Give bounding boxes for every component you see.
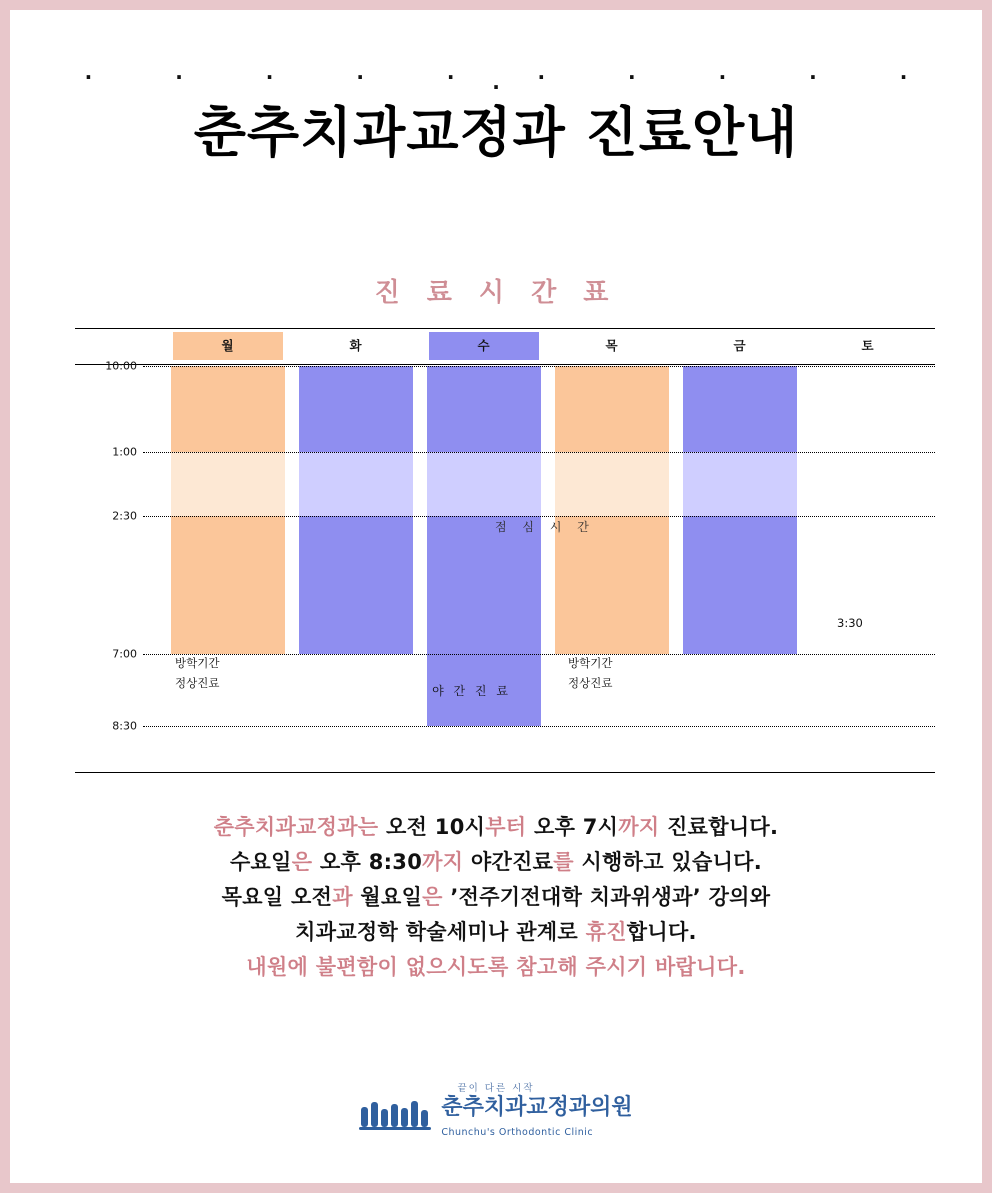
- notice-segment: 를: [553, 850, 574, 874]
- notice-segment: 수요일: [229, 850, 292, 874]
- saturday-end-label: 3:30: [837, 616, 863, 630]
- gridline-2:30: [143, 516, 935, 517]
- clinic-logo-icon: [359, 1099, 433, 1137]
- chart-rule-top: [75, 328, 935, 329]
- monday-note-line2: 정상진료: [175, 676, 220, 690]
- notice-segment: 휴진: [578, 920, 627, 944]
- day-header-3: [557, 332, 667, 360]
- tick-label-10:00: 10:00: [105, 359, 137, 373]
- notice-segment: 내원에 불편함이 없으시도록 참고해 주시기 바랍니다.: [246, 955, 746, 979]
- gridline-1:00: [143, 452, 935, 453]
- chart-title: 진 료 시 간 표: [374, 278, 618, 308]
- notice-segment: 시행하고 있습니다.: [573, 850, 763, 874]
- gridline-10:00: [143, 366, 935, 367]
- day-header-pill: 화: [349, 338, 363, 353]
- notice-line-4: [20, 950, 972, 985]
- lunch-band-목: [555, 452, 669, 516]
- title-dot-row: · · · · · · · · · · ·: [84, 65, 946, 99]
- notice-segment: 합니다.: [626, 920, 697, 944]
- chart-plot-area: [75, 359, 935, 772]
- lunch-annotation: 점 심 시 간: [495, 520, 595, 534]
- notice-segment: 진료합니다.: [659, 815, 779, 839]
- gridline-8:30: [143, 726, 935, 727]
- clinic-name-en: Chunchu's Orthodontic Clinic: [441, 1127, 594, 1138]
- notice-segment: 오후 8:30: [312, 850, 423, 874]
- notice-segment: ’전주기전대학 치과위생과’ 강의와: [442, 885, 771, 909]
- lunch-band-수: [427, 452, 541, 516]
- notice-segment: 과: [332, 885, 353, 909]
- notice-segment: 야간진료: [463, 850, 554, 874]
- footer-logo-block: [20, 1080, 972, 1139]
- notice-segment: 월요일: [352, 885, 423, 909]
- notice-line-1: [20, 845, 972, 880]
- wednesday-night-note: 야 간 진 료: [432, 684, 511, 698]
- day-header-pill: 토: [861, 338, 875, 353]
- notice-segment: 까지: [422, 850, 464, 874]
- thursday-note-line2: 정상진료: [568, 676, 613, 690]
- notice-line-2: [20, 880, 972, 915]
- lunch-band-금: [683, 452, 797, 516]
- day-header-1: [301, 332, 411, 360]
- day-header-pill: 목: [605, 338, 619, 353]
- tick-label-1:00: 1:00: [112, 445, 137, 459]
- notice-segment: 부터: [485, 815, 527, 839]
- clinic-name: 춘추치과교정과의원: [441, 1095, 633, 1120]
- day-header-pill: 금: [733, 338, 747, 353]
- notice-segment: 치과교정학 학술세미나 관계로: [295, 920, 578, 944]
- notice-segment: 은: [291, 850, 313, 874]
- lunch-band-화: [299, 452, 413, 516]
- footer-tagline: 끝이 다른 시작: [457, 1083, 535, 1094]
- notice-segment: 까지: [618, 815, 660, 839]
- notice-segment: 은: [422, 885, 443, 909]
- notice-line-0: [20, 810, 972, 845]
- tick-label-7:00: 7:00: [112, 647, 137, 661]
- day-header-pill: 수: [429, 332, 539, 360]
- day-header-5: [813, 332, 923, 360]
- notice-segment: 오후 7시: [526, 815, 619, 839]
- day-header-2: [429, 332, 539, 360]
- thursday-note-line1: 방학기간: [568, 656, 613, 670]
- notice-block: [20, 810, 972, 985]
- poster-inner: [20, 20, 972, 1173]
- notice-segment: 춘추치과교정과는: [213, 815, 379, 839]
- gridline-7:00: [143, 654, 935, 655]
- tick-label-8:30: 8:30: [112, 719, 137, 733]
- day-header-4: [685, 332, 795, 360]
- day-header-pill: 월: [173, 332, 283, 360]
- notice-segment: 목요일 오전: [221, 885, 333, 909]
- day-header-0: [173, 332, 283, 360]
- chart-rule-bottom: [75, 772, 935, 773]
- tick-label-2:30: 2:30: [112, 509, 137, 523]
- monday-note-line1: 방학기간: [175, 656, 220, 670]
- page-title: 춘추치과교정과 진료안내: [193, 101, 799, 164]
- bar-수: [427, 366, 541, 726]
- notice-line-3: [20, 915, 972, 950]
- schedule-chart: [75, 328, 935, 783]
- notice-segment: 오전 10시: [378, 815, 486, 839]
- lunch-band-월: [171, 452, 285, 516]
